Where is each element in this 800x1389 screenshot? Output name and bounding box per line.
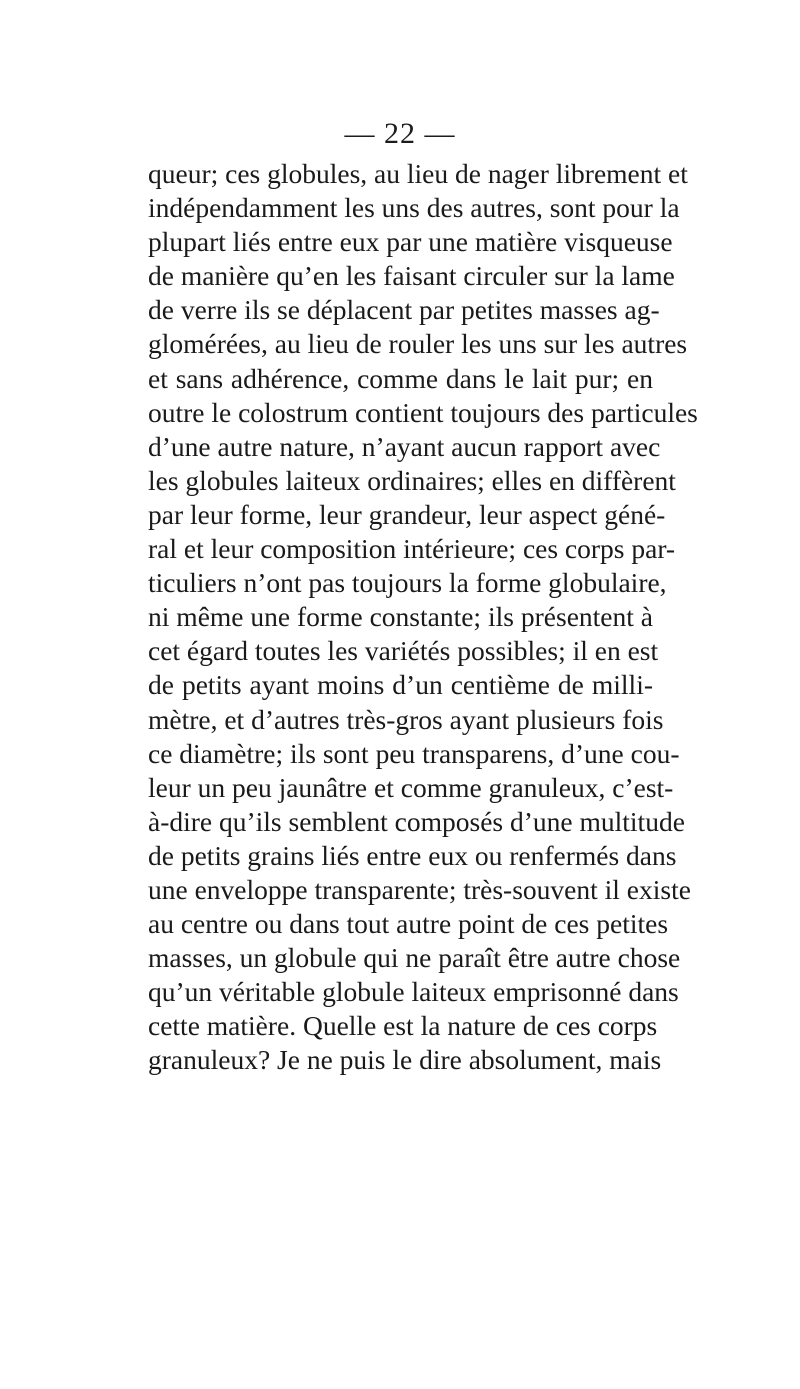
text-line: indépendamment les uns des autres, sont pour la bbox=[148, 192, 680, 224]
text-line: de petits ayant moins d’un centième de milli- bbox=[148, 669, 653, 701]
text-line: granuleux? Je ne puis le dire absolument, mais bbox=[148, 1044, 662, 1076]
page-number-header: — 22 — bbox=[344, 117, 456, 150]
text-line: masses, un globule qui ne paraît être autre chose bbox=[148, 942, 681, 974]
text-line: et sans adhérence, comme dans le lait pur; en bbox=[148, 362, 653, 394]
text-line: outre le colostrum contient toujours des particules bbox=[148, 396, 698, 428]
text-line: plupart liés entre eux par une matière visqueuse bbox=[148, 226, 673, 258]
text-line: ral et leur composition intérieure; ces corps par- bbox=[148, 533, 676, 565]
text-line: ce diamètre; ils sont peu transparens, d’une cou- bbox=[148, 737, 680, 769]
text-line: de verre ils se déplacent par petites masses ag- bbox=[148, 294, 660, 326]
text-line: à-dire qu’ils semblent composés d’une multitude bbox=[148, 805, 685, 837]
body-text bbox=[148, 157, 698, 1078]
text-line: glomérées, au lieu de rouler les uns sur les autres bbox=[148, 328, 688, 360]
text-line: mètre, et d’autres très-gros ayant plusieurs fois bbox=[148, 703, 664, 735]
text-line: les globules laiteux ordinaires; elles en diffèrent bbox=[148, 464, 676, 496]
text-line: ni même une forme constante; ils présentent à bbox=[148, 601, 653, 633]
text-line: leur un peu jaunâtre et comme granuleux, c’est- bbox=[148, 771, 674, 803]
text-line: qu’un véritable globule laiteux emprisonné dans bbox=[148, 976, 679, 1008]
text-line: au centre ou dans tout autre point de ces petites bbox=[148, 908, 669, 940]
text-line: d’une autre nature, n’ayant aucun rapport avec bbox=[148, 430, 661, 462]
text-line: de manière qu’en les faisant circuler sur la lame bbox=[148, 260, 675, 292]
text-line: cette matière. Quelle est la nature de ces corps bbox=[148, 1010, 658, 1042]
text-line: une enveloppe transparente; très-souvent il existe bbox=[148, 873, 691, 905]
text-line: de petits grains liés entre eux ou renfermés dans bbox=[148, 839, 677, 871]
text-line: cet égard toutes les variétés possibles; il en est bbox=[148, 635, 659, 667]
text-line: queur; ces globules, au lieu de nager librement et bbox=[148, 158, 688, 189]
text-line: ticuliers n’ont pas toujours la forme globulaire, bbox=[148, 567, 667, 599]
text-line: par leur forme, leur grandeur, leur aspect géné- bbox=[148, 498, 666, 530]
